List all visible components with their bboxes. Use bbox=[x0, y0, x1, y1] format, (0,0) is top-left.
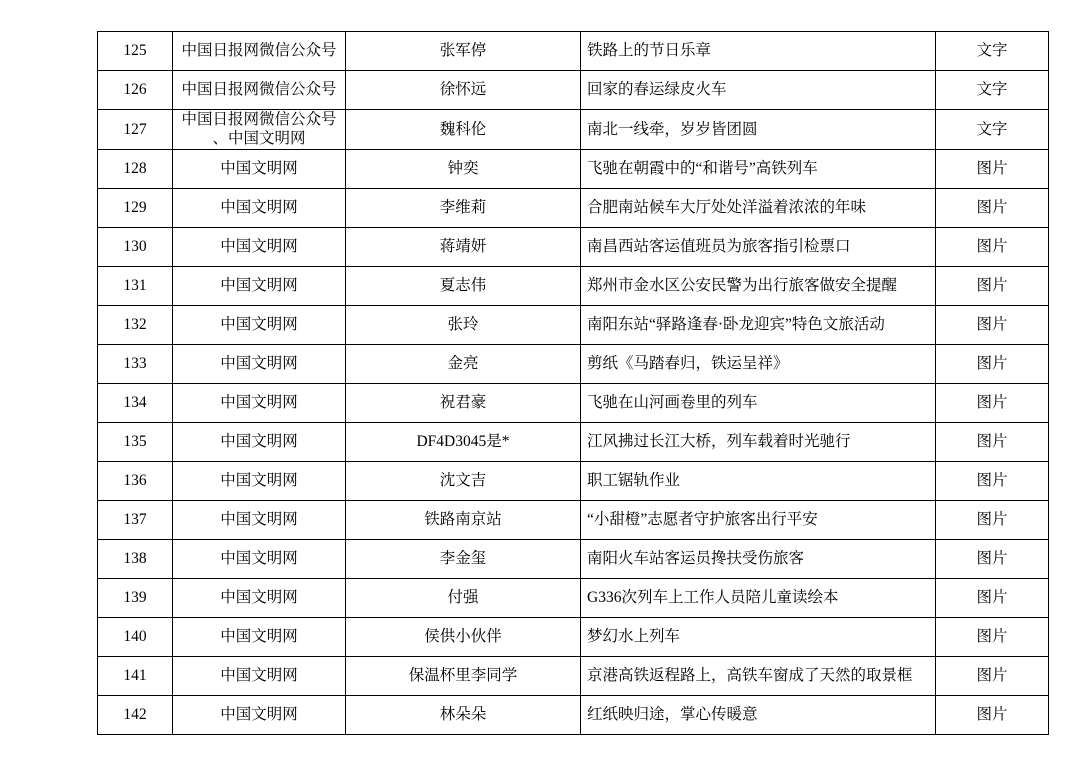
cell-index: 134 bbox=[98, 383, 173, 422]
cell-type: 文字 bbox=[936, 71, 1049, 110]
cell-source: 中国文明网 bbox=[173, 422, 346, 461]
cell-title: 南阳东站“驿路逢春·卧龙迎宾”特色文旅活动 bbox=[581, 305, 936, 344]
table-row bbox=[98, 227, 1049, 266]
cell-title: 回家的春运绿皮火车 bbox=[581, 71, 936, 110]
cell-index: 141 bbox=[98, 656, 173, 695]
cell-type: 图片 bbox=[936, 266, 1049, 305]
cell-author: 李金玺 bbox=[346, 539, 581, 578]
cell-source: 中国文明网 bbox=[173, 578, 346, 617]
cell-source: 中国文明网 bbox=[173, 266, 346, 305]
table-row bbox=[98, 188, 1049, 227]
cell-author: 夏志伟 bbox=[346, 266, 581, 305]
cell-type: 文字 bbox=[936, 110, 1049, 150]
cell-type: 图片 bbox=[936, 539, 1049, 578]
cell-index: 137 bbox=[98, 500, 173, 539]
cell-author: 付强 bbox=[346, 578, 581, 617]
cell-title: 飞驰在朝霞中的“和谐号”高铁列车 bbox=[581, 149, 936, 188]
cell-source: 中国文明网 bbox=[173, 656, 346, 695]
cell-author: 徐怀远 bbox=[346, 71, 581, 110]
cell-author: 李维莉 bbox=[346, 188, 581, 227]
entries-table bbox=[97, 31, 1049, 735]
cell-type: 图片 bbox=[936, 578, 1049, 617]
cell-index: 142 bbox=[98, 695, 173, 734]
cell-author: 钟奕 bbox=[346, 149, 581, 188]
cell-source: 中国文明网 bbox=[173, 305, 346, 344]
cell-title: 铁路上的节日乐章 bbox=[581, 32, 936, 71]
cell-title: 合肥南站候车大厅处处洋溢着浓浓的年味 bbox=[581, 188, 936, 227]
cell-title: 江风拂过长江大桥，列车载着时光驰行 bbox=[581, 422, 936, 461]
cell-type: 图片 bbox=[936, 461, 1049, 500]
cell-title: 南阳火车站客运员搀扶受伤旅客 bbox=[581, 539, 936, 578]
cell-author: 林朵朵 bbox=[346, 695, 581, 734]
cell-index: 128 bbox=[98, 149, 173, 188]
cell-title: 梦幻水上列车 bbox=[581, 617, 936, 656]
table-row bbox=[98, 617, 1049, 656]
cell-author: 张玲 bbox=[346, 305, 581, 344]
cell-source: 中国文明网 bbox=[173, 383, 346, 422]
cell-type: 图片 bbox=[936, 188, 1049, 227]
cell-title: G336次列车上工作人员陪儿童读绘本 bbox=[581, 578, 936, 617]
cell-type: 图片 bbox=[936, 500, 1049, 539]
cell-type: 图片 bbox=[936, 149, 1049, 188]
table-row bbox=[98, 32, 1049, 71]
cell-author: 蒋靖妍 bbox=[346, 227, 581, 266]
table-row bbox=[98, 305, 1049, 344]
table-row bbox=[98, 149, 1049, 188]
cell-index: 140 bbox=[98, 617, 173, 656]
cell-index: 127 bbox=[98, 110, 173, 150]
cell-type: 文字 bbox=[936, 32, 1049, 71]
cell-source-line2: 、中国文明网 bbox=[212, 130, 306, 148]
cell-author: 保温杯里李同学 bbox=[346, 656, 581, 695]
cell-type: 图片 bbox=[936, 656, 1049, 695]
table-body bbox=[98, 32, 1049, 735]
cell-type: 图片 bbox=[936, 227, 1049, 266]
cell-title: 郑州市金水区公安民警为出行旅客做安全提醒 bbox=[581, 266, 936, 305]
cell-source: 中国日报网微信公众号 bbox=[173, 71, 346, 110]
table-row bbox=[98, 71, 1049, 110]
cell-index: 132 bbox=[98, 305, 173, 344]
cell-author: DF4D3045是* bbox=[346, 422, 581, 461]
cell-author: 魏科伦 bbox=[346, 110, 581, 150]
cell-author: 铁路南京站 bbox=[346, 500, 581, 539]
cell-index: 139 bbox=[98, 578, 173, 617]
cell-title: 京港高铁返程路上，高铁车窗成了天然的取景框 bbox=[581, 656, 936, 695]
cell-title: 南昌西站客运值班员为旅客指引检票口 bbox=[581, 227, 936, 266]
cell-author: 祝君豪 bbox=[346, 383, 581, 422]
cell-index: 126 bbox=[98, 71, 173, 110]
cell-source: 中国日报网微信公众号 bbox=[173, 32, 346, 71]
cell-source: 中国文明网 bbox=[173, 617, 346, 656]
table-row bbox=[98, 539, 1049, 578]
cell-source: 中国文明网 bbox=[173, 461, 346, 500]
cell-type: 图片 bbox=[936, 305, 1049, 344]
cell-title: 飞驰在山河画卷里的列车 bbox=[581, 383, 936, 422]
table-row bbox=[98, 344, 1049, 383]
cell-source: 中国文明网 bbox=[173, 149, 346, 188]
cell-author: 金亮 bbox=[346, 344, 581, 383]
cell-title: “小甜橙”志愿者守护旅客出行平安 bbox=[581, 500, 936, 539]
cell-source: 中国文明网 bbox=[173, 695, 346, 734]
cell-type: 图片 bbox=[936, 344, 1049, 383]
table-row bbox=[98, 695, 1049, 734]
table-row bbox=[98, 500, 1049, 539]
cell-index: 136 bbox=[98, 461, 173, 500]
cell-index: 135 bbox=[98, 422, 173, 461]
cell-author: 侯供小伙伴 bbox=[346, 617, 581, 656]
cell-title: 剪纸《马踏春归，铁运呈祥》 bbox=[581, 344, 936, 383]
cell-index: 131 bbox=[98, 266, 173, 305]
cell-index: 130 bbox=[98, 227, 173, 266]
cell-title: 职工锯轨作业 bbox=[581, 461, 936, 500]
cell-index: 129 bbox=[98, 188, 173, 227]
cell-index: 133 bbox=[98, 344, 173, 383]
table-row bbox=[98, 266, 1049, 305]
table-row bbox=[98, 656, 1049, 695]
cell-source: 中国文明网 bbox=[173, 500, 346, 539]
cell-source: 中国文明网 bbox=[173, 539, 346, 578]
cell-source-line1: 中国日报网微信公众号 bbox=[181, 111, 337, 128]
cell-source bbox=[173, 110, 346, 150]
cell-title: 南北一线牵，岁岁皆团圆 bbox=[581, 110, 936, 150]
cell-title: 红纸映归途，掌心传暖意 bbox=[581, 695, 936, 734]
table-row bbox=[98, 461, 1049, 500]
cell-type: 图片 bbox=[936, 617, 1049, 656]
table-row bbox=[98, 578, 1049, 617]
cell-index: 138 bbox=[98, 539, 173, 578]
cell-author: 沈文吉 bbox=[346, 461, 581, 500]
cell-author: 张军停 bbox=[346, 32, 581, 71]
table-row bbox=[98, 383, 1049, 422]
table-row bbox=[98, 422, 1049, 461]
cell-source: 中国文明网 bbox=[173, 188, 346, 227]
cell-index: 125 bbox=[98, 32, 173, 71]
cell-type: 图片 bbox=[936, 383, 1049, 422]
table-row bbox=[98, 110, 1049, 150]
table-container bbox=[97, 31, 1008, 735]
cell-type: 图片 bbox=[936, 695, 1049, 734]
cell-type: 图片 bbox=[936, 422, 1049, 461]
cell-source: 中国文明网 bbox=[173, 344, 346, 383]
cell-source: 中国文明网 bbox=[173, 227, 346, 266]
